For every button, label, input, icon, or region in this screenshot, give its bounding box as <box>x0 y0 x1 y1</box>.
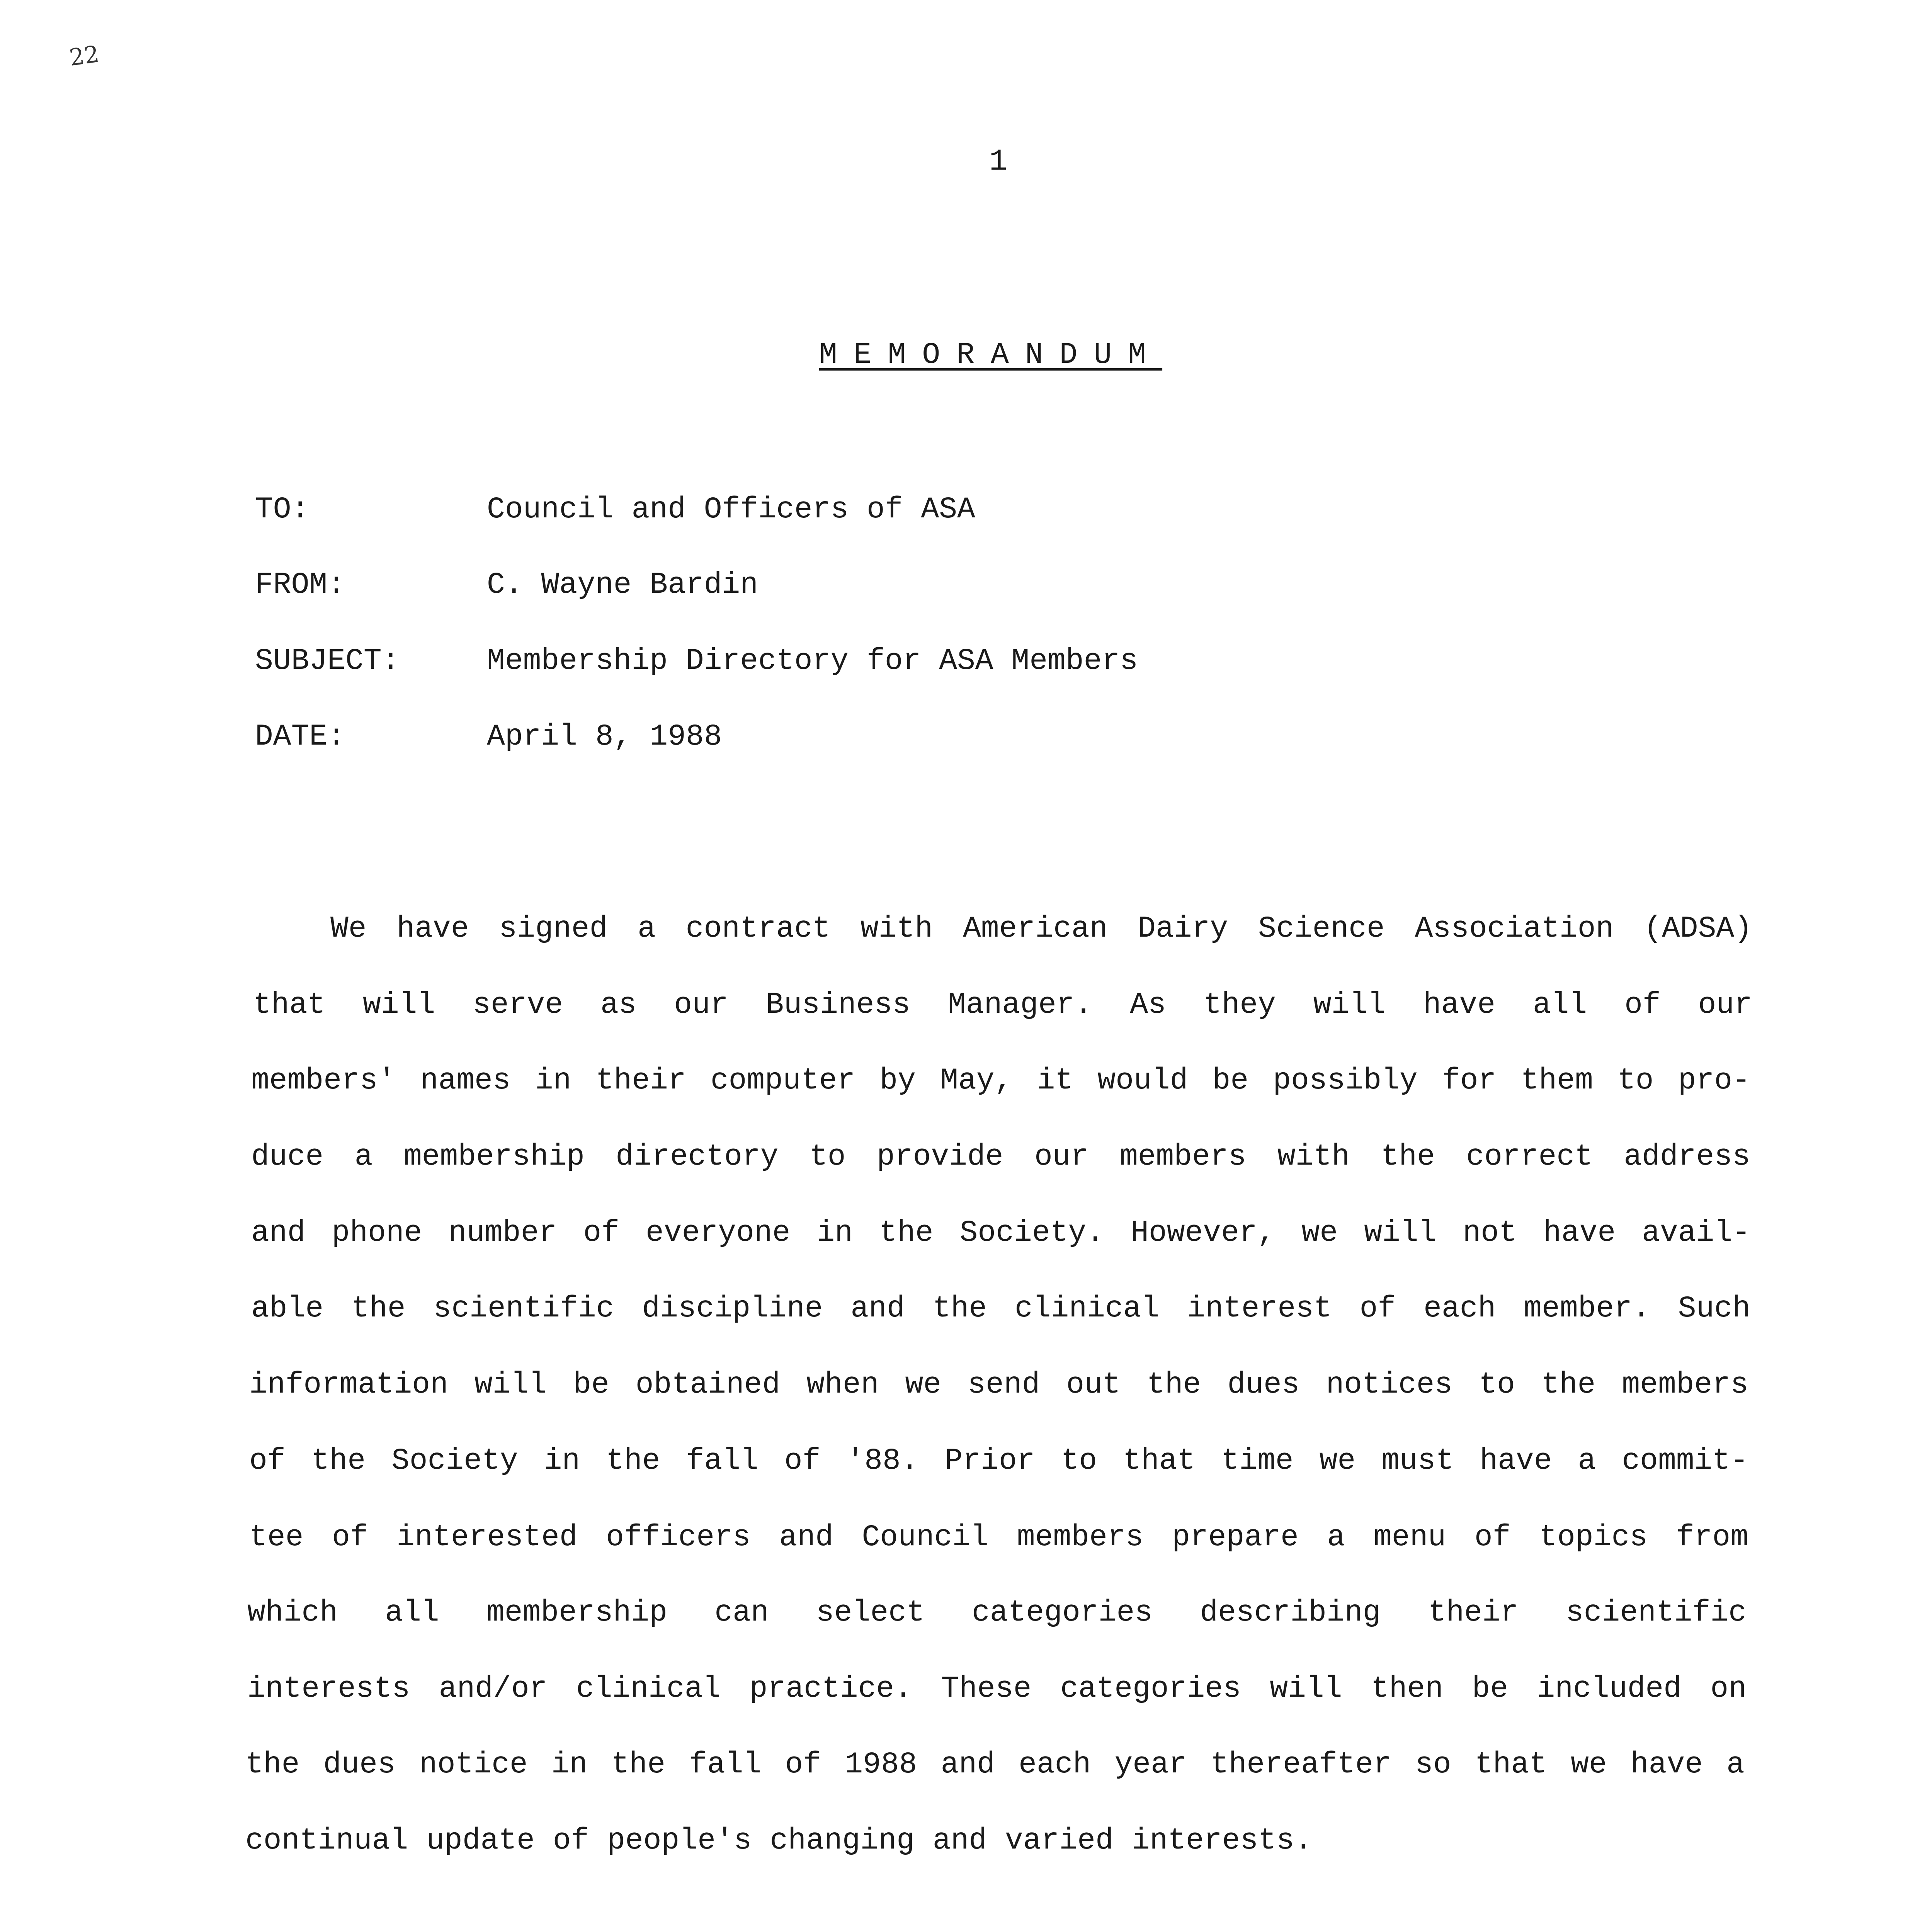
header-value: C. Wayne Bardin <box>487 568 759 602</box>
memo-title: MEMORANDUM <box>819 338 1163 372</box>
paragraph-line: continual update of people's changing and varied interests. <box>245 1824 1313 1858</box>
header-value: April 8, 1988 <box>487 720 722 754</box>
paragraph-line: duce a membership directory to provide our members with the correct address <box>251 1140 1750 1174</box>
paragraph-line: and phone number of everyone in the Society. However, we will not have avail- <box>251 1216 1750 1250</box>
header-label: FROM: <box>255 568 346 602</box>
handwritten-page-mark: 22 <box>68 41 101 71</box>
paragraph-line: information will be obtained when we send out the dues notices to the members <box>249 1368 1748 1402</box>
paragraph-line: interests and/or clinical practice. These categories will then be included on <box>247 1672 1747 1706</box>
paragraph-line: tee of interested officers and Council members prepare a menu of topics from <box>249 1520 1748 1554</box>
paragraph-line: which all membership can select categories describing their scientific <box>247 1596 1747 1630</box>
page-number: 1 <box>989 145 1007 179</box>
paragraph-line: members' names in their computer by May, it would be possibly for them to pro- <box>251 1064 1750 1098</box>
header-value: Membership Directory for ASA Members <box>487 644 1138 678</box>
header-label: TO: <box>255 493 310 527</box>
paragraph-line: that will serve as our Business Manager. As they will have all of our <box>253 988 1752 1022</box>
paragraph-line: able the scientific discipline and the clinical interest of each member. Such <box>251 1292 1750 1326</box>
header-label: SUBJECT: <box>255 644 400 678</box>
paragraph-line: We have signed a contract with American Dairy Science Association (ADSA) <box>330 912 1752 946</box>
header-value: Council and Officers of ASA <box>487 493 975 527</box>
paragraph-line: of the Society in the fall of '88. Prior to that time we must have a commit- <box>249 1444 1748 1478</box>
paragraph-line: the dues notice in the fall of 1988 and each year thereafter so that we have a <box>245 1748 1745 1782</box>
header-label: DATE: <box>255 720 346 754</box>
